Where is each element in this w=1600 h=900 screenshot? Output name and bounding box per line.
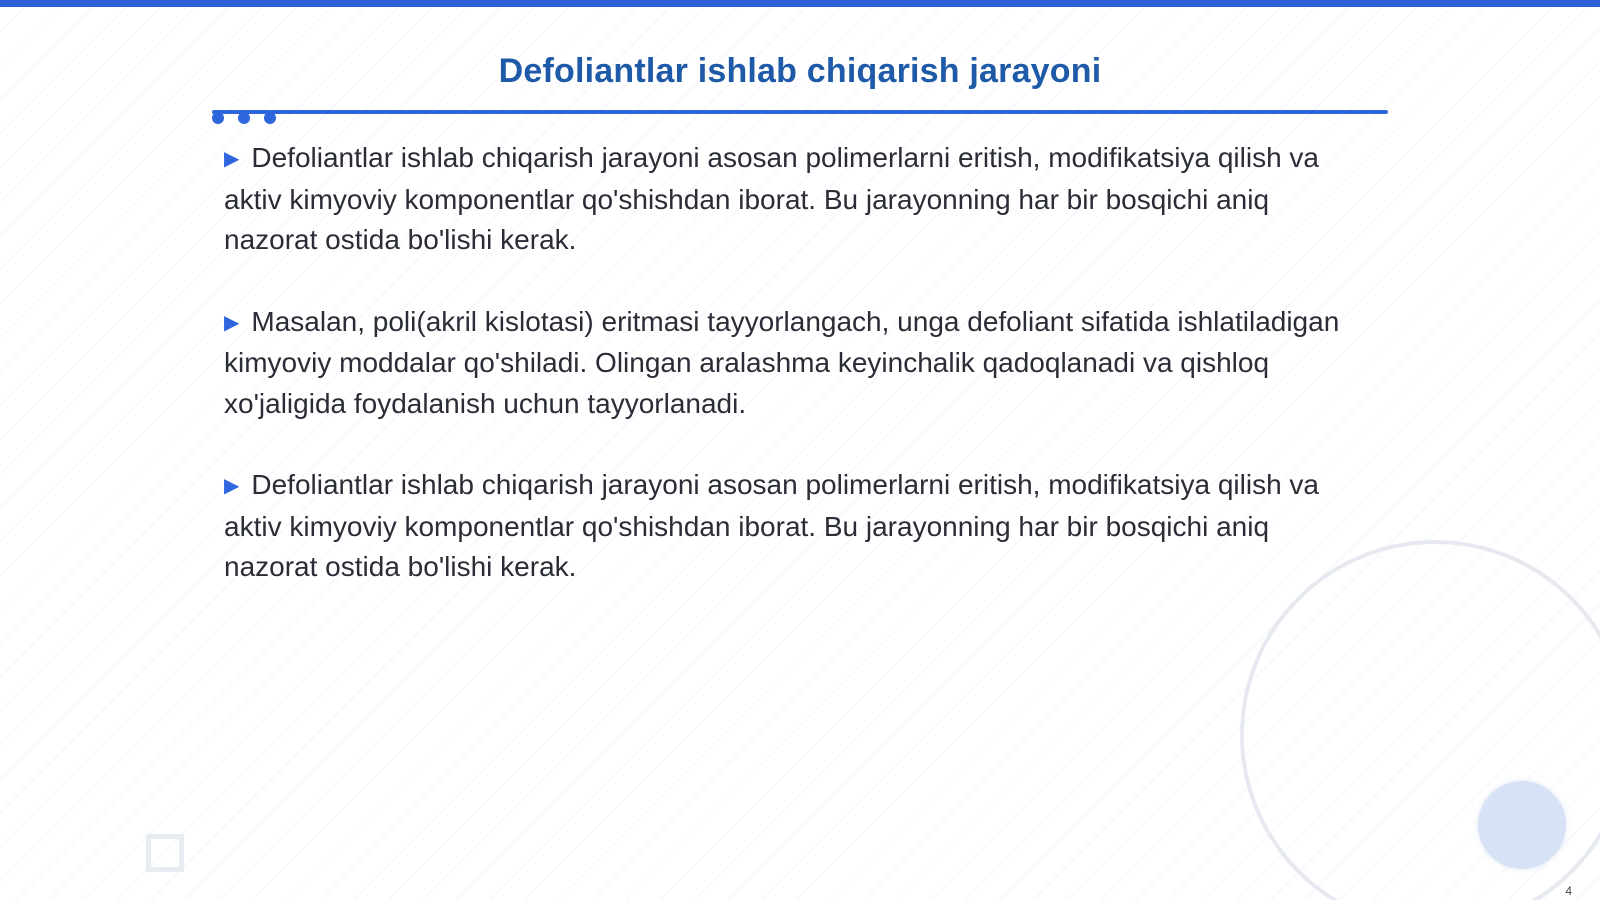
title-underline: [212, 110, 1388, 114]
bullet-list: [224, 138, 1344, 629]
bullet-arrow-icon: ▶: [224, 311, 240, 334]
bullet-paragraph-2: [224, 302, 1344, 425]
decorative-square-outline: [146, 834, 184, 872]
paragraph-text: Masalan, poli(akril kislotasi) eritmasi tayyorlangach, unga defoliant sifatida ishlatiladigan kimyoviy moddalar qo'shiladi. Olingan aralashma keyinchalik qadoqlanadi va qishloq xo'jaligida foydalanish uchun tayyorlanadi.: [224, 305, 1340, 419]
rule-dot-3: [264, 112, 276, 124]
slide-title: Defoliantlar ishlab chiqarish jarayoni: [498, 52, 1102, 90]
bullet-arrow-icon: ▶: [224, 148, 240, 170]
bullet-paragraph-3: [224, 465, 1344, 588]
page-number: 4: [1565, 884, 1572, 898]
decorative-circle: [1478, 781, 1566, 869]
top-accent-bar: [0, 0, 1600, 7]
rule-dot-2: [238, 112, 250, 124]
paragraph-text: Defoliantlar ishlab chiqarish jarayoni asosan polimerlarni eritish, modifikatsiya qilish va aktiv kimyoviy komponentlar qo'shishdan iborat. Bu jarayonning har bir bosqichi aniq nazorat ostida bo'lishi kerak.: [224, 469, 1319, 582]
rule-dot-1: [212, 112, 224, 124]
bullet-paragraph-1: [224, 138, 1344, 261]
bullet-arrow-icon: ▶: [224, 475, 240, 497]
paragraph-text: Defoliantlar ishlab chiqarish jarayoni asosan polimerlarni eritish, modifikatsiya qilish va aktiv kimyoviy komponentlar qo'shishdan iborat. Bu jarayonning har bir bosqichi aniq nazorat ostida bo'lishi kerak.: [224, 142, 1319, 255]
